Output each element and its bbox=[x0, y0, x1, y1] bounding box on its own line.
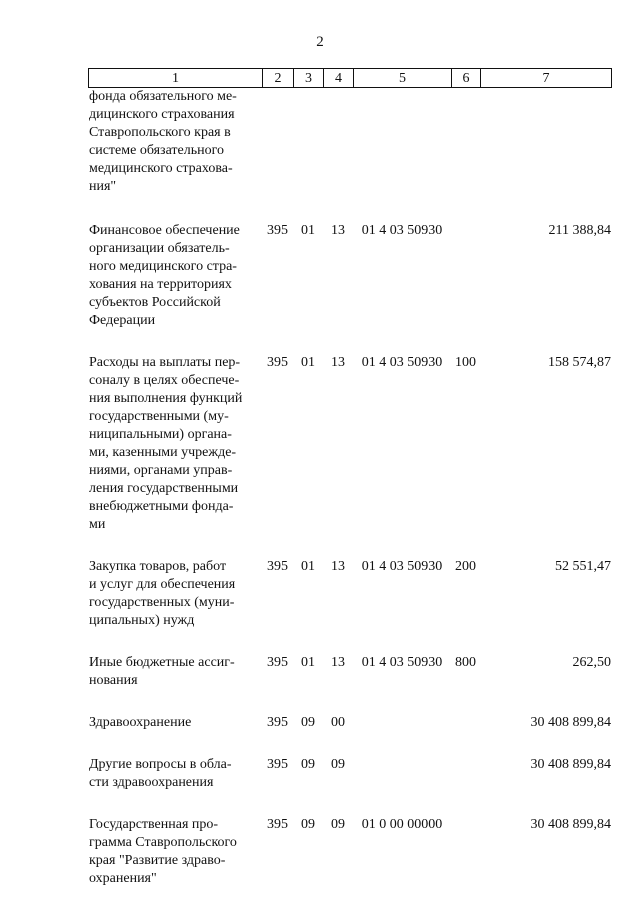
row-subsection-code: 13 bbox=[331, 355, 345, 370]
description-line: Иные бюджетные ассиг- bbox=[89, 655, 235, 670]
row-description bbox=[88, 88, 262, 222]
description-line: Расходы на выплаты пер- bbox=[89, 355, 241, 370]
description-line: Государственная про- bbox=[89, 817, 219, 832]
description-line: ния" bbox=[89, 179, 117, 194]
header-col-4: 4 bbox=[324, 69, 354, 88]
row-ministry-code: 395 bbox=[267, 757, 288, 772]
table-row bbox=[88, 714, 611, 756]
row-subsection-code bbox=[323, 88, 353, 222]
row-expense-type bbox=[451, 88, 480, 222]
row-subsection-code: 09 bbox=[331, 757, 345, 772]
description-line: внебюджетными фонда- bbox=[89, 499, 234, 514]
description-line: Федерации bbox=[89, 313, 156, 328]
row-target-article bbox=[353, 714, 451, 756]
row-description bbox=[88, 816, 262, 912]
row-subsection-code: 13 bbox=[331, 655, 345, 670]
row-description bbox=[88, 354, 262, 558]
row-expense-type: 100 bbox=[455, 355, 476, 370]
row-ministry-code: 395 bbox=[267, 817, 288, 832]
description-line: сти здравоохранения bbox=[89, 775, 214, 790]
description-line: охранения" bbox=[89, 871, 157, 886]
budget-table bbox=[88, 88, 611, 912]
row-amount: 211 388,84 bbox=[548, 223, 611, 238]
row-description bbox=[88, 714, 262, 756]
row-amount: 30 408 899,84 bbox=[530, 817, 611, 832]
row-section-code: 09 bbox=[301, 715, 315, 730]
row-section-code: 01 bbox=[301, 559, 315, 574]
row-amount: 30 408 899,84 bbox=[530, 757, 611, 772]
header-col-6: 6 bbox=[452, 69, 481, 88]
row-section-code: 01 bbox=[301, 355, 315, 370]
description-line: ния выполнения функций bbox=[89, 391, 243, 406]
table-row bbox=[88, 222, 611, 354]
table-row bbox=[88, 816, 611, 912]
row-target-article: 01 0 00 00000 bbox=[361, 817, 443, 832]
row-target-article: 01 4 03 50930 bbox=[361, 355, 443, 370]
row-ministry-code: 395 bbox=[267, 715, 288, 730]
description-line: края "Развитие здраво- bbox=[89, 853, 226, 868]
description-line: субъектов Российской bbox=[89, 295, 221, 310]
row-amount: 30 408 899,84 bbox=[530, 715, 611, 730]
row-expense-type bbox=[451, 714, 480, 756]
row-subsection-code: 13 bbox=[331, 559, 345, 574]
description-line: государственных (муни- bbox=[89, 595, 235, 610]
row-description bbox=[88, 222, 262, 354]
row-amount: 158 574,87 bbox=[548, 355, 611, 370]
row-target-article bbox=[353, 756, 451, 816]
row-target-article: 01 4 03 50930 bbox=[361, 223, 443, 238]
table-header bbox=[88, 68, 612, 88]
row-ministry-code: 395 bbox=[267, 559, 288, 574]
row-ministry-code: 395 bbox=[267, 223, 288, 238]
table-row bbox=[88, 654, 611, 714]
row-subsection-code: 00 bbox=[331, 715, 345, 730]
page-number: 2 bbox=[316, 34, 324, 50]
description-line: системе обязательного bbox=[89, 143, 225, 158]
row-description bbox=[88, 654, 262, 714]
description-line: ниями, органами управ- bbox=[89, 463, 233, 478]
header-col-2: 2 bbox=[263, 69, 294, 88]
table-row bbox=[88, 88, 611, 222]
table-row bbox=[88, 756, 611, 816]
table-row bbox=[88, 558, 611, 654]
row-section-code bbox=[293, 88, 323, 222]
row-expense-type: 200 bbox=[455, 559, 476, 574]
header-col-5: 5 bbox=[354, 69, 452, 88]
row-expense-type bbox=[451, 222, 480, 354]
row-amount bbox=[480, 88, 611, 222]
description-line: и услуг для обеспечения bbox=[89, 577, 236, 592]
header-row bbox=[89, 69, 612, 88]
table-body bbox=[88, 88, 611, 912]
description-line: Другие вопросы в обла- bbox=[89, 757, 232, 772]
row-description bbox=[88, 756, 262, 816]
row-expense-type bbox=[451, 756, 480, 816]
description-line: Здравоохранение bbox=[89, 715, 192, 730]
description-line: ниципальными) органа- bbox=[89, 427, 232, 442]
description-line: ципальных) нужд bbox=[89, 613, 195, 628]
description-line: нования bbox=[89, 673, 138, 688]
description-line: соналу в целях обеспече- bbox=[89, 373, 240, 388]
row-description bbox=[88, 558, 262, 654]
description-line: хования на территориях bbox=[89, 277, 232, 292]
description-line: Ставропольского края в bbox=[89, 125, 231, 140]
description-line: ми bbox=[89, 517, 106, 532]
description-line: грамма Ставропольского bbox=[89, 835, 237, 850]
header-col-1: 1 bbox=[89, 69, 263, 88]
row-amount: 52 551,47 bbox=[555, 559, 611, 574]
description-line: Финансовое обеспечение bbox=[89, 223, 240, 238]
row-target-article bbox=[353, 88, 451, 222]
table-row bbox=[88, 354, 611, 558]
description-line: государственными (му- bbox=[89, 409, 229, 424]
description-line: Закупка товаров, работ bbox=[89, 559, 227, 574]
description-line: фонда обязательного ме- bbox=[89, 89, 237, 104]
row-section-code: 09 bbox=[301, 757, 315, 772]
description-line: дицинского страхования bbox=[89, 107, 235, 122]
row-target-article: 01 4 03 50930 bbox=[361, 559, 443, 574]
row-ministry-code: 395 bbox=[267, 655, 288, 670]
row-subsection-code: 09 bbox=[331, 817, 345, 832]
row-ministry-code bbox=[262, 88, 293, 222]
row-expense-type bbox=[451, 816, 480, 912]
row-target-article: 01 4 03 50930 bbox=[361, 655, 443, 670]
description-line: медицинского страхова- bbox=[89, 161, 233, 176]
header-col-3: 3 bbox=[294, 69, 324, 88]
row-section-code: 01 bbox=[301, 655, 315, 670]
row-ministry-code: 395 bbox=[267, 355, 288, 370]
description-line: ления государственными bbox=[89, 481, 239, 496]
description-line: ного медицинского стра- bbox=[89, 259, 237, 274]
row-subsection-code: 13 bbox=[331, 223, 345, 238]
row-expense-type: 800 bbox=[455, 655, 476, 670]
row-section-code: 01 bbox=[301, 223, 315, 238]
header-col-7: 7 bbox=[481, 69, 612, 88]
description-line: ми, казенными учрежде- bbox=[89, 445, 237, 460]
description-line: организации обязатель- bbox=[89, 241, 230, 256]
row-amount: 262,50 bbox=[572, 655, 611, 670]
row-section-code: 09 bbox=[301, 817, 315, 832]
